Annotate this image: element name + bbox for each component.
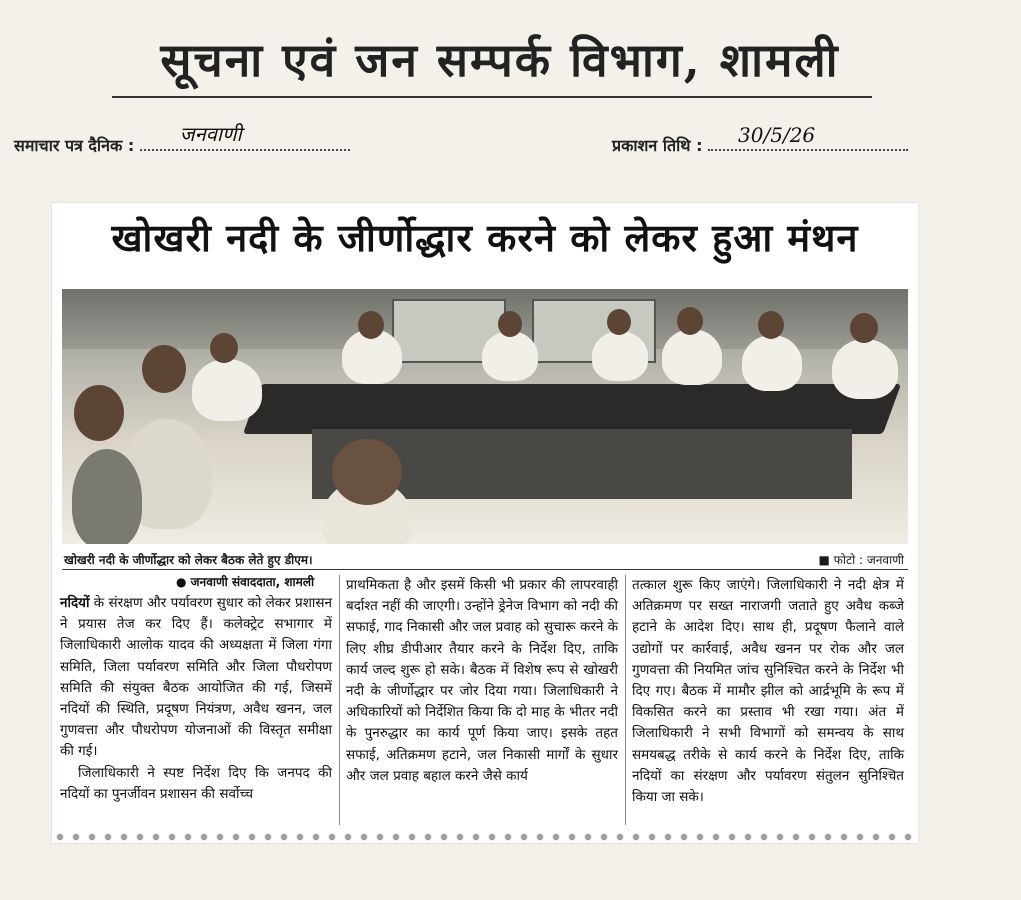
- publication-date-label: प्रकाशन तिथि :: [612, 136, 703, 155]
- department-title-rule: [112, 96, 872, 98]
- lead-word: नदियों: [60, 595, 90, 611]
- article-paragraph: जिलाधिकारी ने स्पष्ट निर्देश दिए कि जनपद की नदियों का पुनर्जीवन प्रशासन की सर्वोच्च: [60, 764, 332, 802]
- article-headline: खोखरी नदी के जीर्णोद्धार करने को लेकर हुआ मंथन: [111, 216, 859, 260]
- newspaper-label: समाचार पत्र दैनिक :: [14, 136, 135, 155]
- decorative-dot-border: [52, 831, 918, 843]
- article-column-1: [60, 575, 332, 805]
- newspaper-handwritten-value: जनवाणी: [179, 122, 242, 146]
- article-paragraph: प्राथमिकता है और इसमें किसी भी प्रकार की लापरवाही बर्दाश्त नहीं की जाएगी। उन्होंने ड्रेनेज विभाग को नदी की सफाई, गाद निकासी और जल प्रवाह को सुचारू करने के लिए शीघ्र डीपीआर तैयार करने के निर्देश दिए, ताकि कार्य जल्द शुरू हो सके। बैठक में विशेष रूप से खोखरी नदी के जीर्णोद्धार पर जोर दिया गया। जिलाधिकारी ने अधिकारियों को निर्देशित किया कि दो माह के भीतर नदी के पुनरुद्धार का कार्य पूर्ण किया जाए। इसके तहत सफाई, अतिक्रमण हटाने, जल निकासी मार्गों के सुधार और जल प्रवाह बहाल करने जैसे कार्य: [346, 577, 618, 784]
- article-column-3: [632, 575, 904, 808]
- newspaper-field: [14, 122, 350, 156]
- newspaper-clipping: [52, 203, 918, 843]
- article-paragraph: नदियों के संरक्षण और पर्यावरण सुधार को लेकर प्रशासन ने प्रयास तेज कर दिए हैं। कलेक्ट्रेट सभागार में जिलाधिकारी आलोक यादव की अध्यक्षता में जिला गंगा समिति, जिला पर्यावरण समिति और जिला पौधरोपण समिति की संयुक्त बैठक आयोजित की गई, जिसमें नदियों की स्थिति, प्रदूषण नियंत्रण, अवैध खनन, जल गुणवत्ता और पौधरोपण योजनाओं की विस्तृत समीक्षा की गई।: [60, 595, 332, 760]
- photo-caption: खोखरी नदी के जीर्णोद्धार को लेकर बैठक लेते हुए डीएम।: [64, 553, 313, 567]
- publication-date-handwritten-value: 30/5/26: [738, 123, 816, 147]
- article-paragraph: तत्काल शुरू किए जाएंगे। जिलाधिकारी ने नदी क्षेत्र में अतिक्रमण पर सख्त नाराजगी जताते हुए अवैध कब्जे हटाने के आदेश दिए। साथ ही, प्रदूषण फैलाने वाले उद्योगों पर कार्रवाई, अवैध खनन पर रोक और जल गुणवत्ता की नियमित जांच सुनिश्चित करने के निर्देश भी दिए गए। बैठक में मामौर झील को आर्द्रभूमि के रूप में विकसित करने का प्रस्ताव भी रखा गया। अंत में जिलाधिकारी ने सभी विभागों को समन्वय के साथ समयबद्ध तरीके से कार्य करने के निर्देश दिए, ताकि नदियों का संरक्षण और पर्यावरण संतुलन सुनिश्चित किया जा सके।: [632, 577, 904, 806]
- photo-credit: ■ फोटो : जनवाणी: [818, 553, 904, 567]
- meeting-photo: [62, 289, 908, 544]
- publication-date-field: [612, 123, 908, 156]
- date-dotted-line: [708, 123, 908, 151]
- byline: ● जनवाणी संवाददाता, शामली: [176, 575, 315, 589]
- article-column-2: [346, 575, 618, 787]
- department-title: सूचना एवं जन सम्पर्क विभाग, शामली: [160, 33, 840, 87]
- photo-caption-row: [62, 549, 908, 570]
- newspaper-dotted-line: [140, 122, 350, 151]
- article-body: [60, 575, 910, 831]
